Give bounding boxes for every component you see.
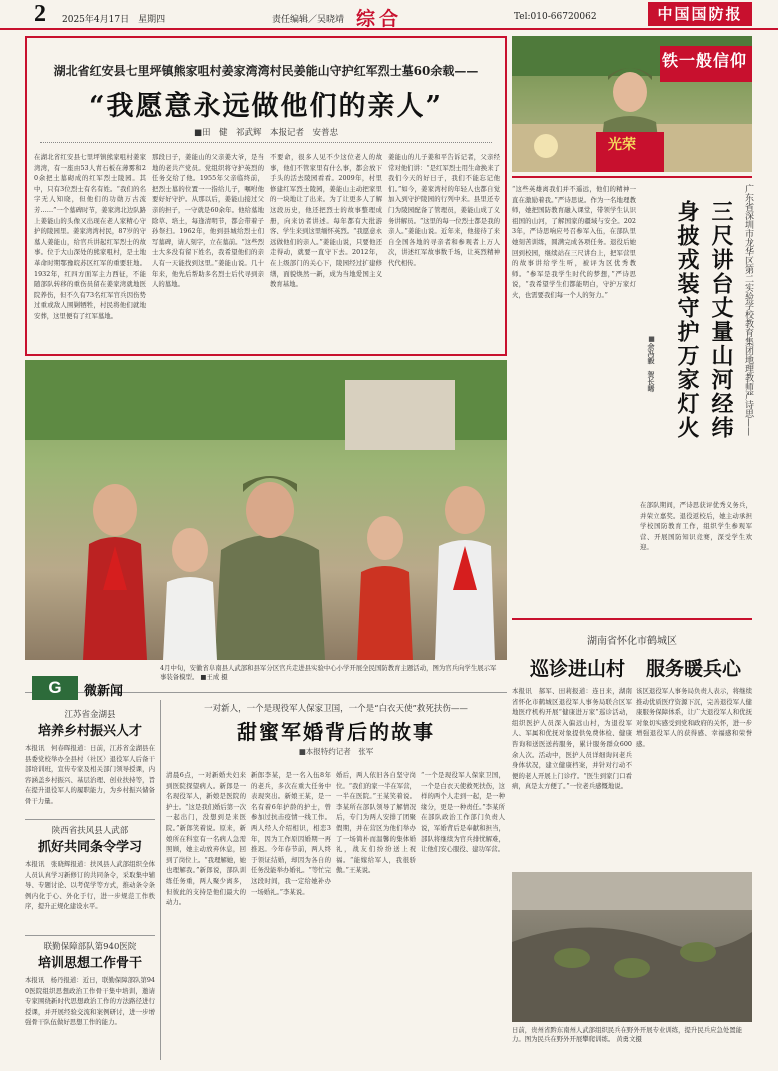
- shenzhen-kicker: 广东省深圳市龙华区第二实验学校教育集团地理教师严诗思——: [743, 184, 753, 436]
- mid-column-2: 新郎李某，是一名入伍8年的老兵，多次在重大任务中表现突出。新娘王某，是一名有着6年护龄的护士，曾参加过抗击疫情一线工作。两人经人介绍相识，相恋3年，因为工作原因婚期一再推迟。今年春节前，两人终于领证结婚，却因为各自的任务没能举办婚礼。“等忙完这段时间，我一定给她补办一场婚礼。”李某说。: [251, 771, 331, 896]
- news-body-2: 本报讯 张晓辉报道：扶风县人武部组织全体人员认真学习新修订的共同条令，采取集中辅导、专题讨论、以考促学等方式，推动条令条例内化于心、外化于行，进一步规范工作秩序，提升正规化建设水平。: [25, 860, 155, 911]
- shenzhen-title-1: 三尺讲台丈量山河经纬: [708, 200, 734, 440]
- mid-headline: 甜蜜军婚背后的故事: [237, 720, 435, 744]
- shenzhen-body-2: 在部队期间，严诗思获评优秀义务兵，并荣立嘉奖。退役返校后，她主动承担学校国防教育工作，组织学生参观军营、开展国防知识竞赛，深受学生欢迎。: [640, 501, 752, 552]
- news-title-1: 培养乡村振兴人才: [37, 724, 142, 739]
- news-kicker-1: 江苏省金湖县: [64, 710, 116, 720]
- section-title: 综合: [356, 8, 403, 30]
- mid-byline: ■本报特约记者 张军: [298, 747, 374, 756]
- lead-column-3: 不要命，很多人见不少这位老人的故事，他们不管家里有什么事，都会放下手头的活去陵园看看。2009年，村里修建红军烈士陵园，姜能山主动把家里的一块地让了出来。为了让更多人了解这段历史，他还把烈士的故事整理成册，向来访者讲述。每年都有大批游客、学生来到这里缅怀英烈。“我愿意永远做他们的亲人。”姜能山说，只要他还走得动，就要一直守下去。2012年，在上级部门的关心下，陵园经过扩建修缮，面貌焕然一新，成为当地爱国主义教育基地。: [270, 153, 382, 289]
- news-title-2: 抓好共同条令学习: [37, 840, 142, 855]
- huaihua-body-2: 该区退役军人事务局负责人表示，将继续推动优质医疗资源下沉，完善退役军人健康服务保障体系，让广大退役军人和优抚对象切实感受到党和政府的关怀，进一步增强退役军人的获得感、幸福感和荣誉感。: [636, 687, 752, 748]
- news-sep-1: [25, 819, 155, 820]
- issue-date: 2025年4月17日 星期四: [62, 15, 166, 25]
- huaihua-title-a: 巡诊进山村: [530, 658, 626, 680]
- militia-caption-credit: 黄勇文摄: [616, 1035, 642, 1043]
- militia-1: [554, 948, 590, 968]
- militia-caption: [512, 1026, 752, 1056]
- news-body-3: 本报讯 杨丹报道：近日，联勤保障部队第940医院组织思想政治工作骨干集中培训，邀请专家围绕新时代思想政治工作的方法路径进行授课，并开展经验交流和案例研讨，进一步增强骨干队伍做好思想工作的能力。: [25, 976, 155, 1027]
- huaihua-body: 本报讯 郝军、田莉报道：连日来，湖南省怀化市鹤城区退役军人事务局联合区军地医疗机构开展“健康进万家”巡诊活动，组织医护人员深入偏远山村，为退役军人、军属和优抚对象提供免费体检、健康咨询和送医送药服务，累计服务群众600余人次。活动中，医护人员详细询问老兵身体状况，建立健康档案，并针对行动不便的老人开展上门诊疗。“医生到家门口看病，真是太方便了。”一位老兵感慨地说。: [512, 687, 632, 791]
- news-column-rule: [160, 700, 161, 1060]
- editor-credit: 责任编辑／吴晓靖: [272, 15, 345, 25]
- caption-text: 4月中旬，安徽省阜南县人武部和县军分区官兵走进县实验中心小学开展全民国防教育主题活动，图为官兵向学生展示军事装备模型。: [160, 664, 497, 681]
- news-kicker-3: 联勤保障部队第940医院: [43, 942, 137, 952]
- shenzhen-rule: [512, 176, 752, 178]
- news-kicker-2: 陕西省扶风县人武部: [51, 826, 129, 836]
- building: [345, 380, 455, 450]
- wechat-label: 微新闻: [84, 684, 124, 699]
- militia-photo: [512, 872, 752, 1022]
- officer-uniform: [215, 535, 325, 660]
- child-face-2: [172, 528, 208, 572]
- lead-headline: “我愿意永远做他们的亲人”: [88, 91, 444, 122]
- wechat-logo: G: [32, 676, 78, 700]
- page-number: 2: [34, 1, 46, 27]
- lead-column-4: 姜能山的儿子姜和平告诉记者，父亲经常对他们讲：“是红军烈士用生命换来了我们今天的好日子，我们不能忘记他们。”如今，姜家湾村的年轻人也都自觉加入到守护陵园的行列中来。县里还专门为陵园配备了管理员，姜能山成了义务讲解员。“这里的每一位烈士都是我的亲人。”姜能山说。近年来，他接待了来自全国各地的寻亲者和参观者上万人次，讲述红军故事数千场，让英烈精神代代相传。: [388, 153, 500, 267]
- phone-number: Tel:010-66720062: [514, 12, 597, 22]
- photo-banner-text: 铁一般信仰: [662, 51, 748, 70]
- sky: [512, 872, 752, 910]
- caption-credit: ■王成 摄: [200, 673, 228, 681]
- officer-face: [246, 482, 294, 538]
- photo-badge-text: 光荣: [608, 137, 636, 153]
- shenzhen-body: “这些英雄离我们并不遥远，他们的精神一直在激励着我。”严诗思说。作为一名地理教师，她把国防教育融入课堂，带领学生认识祖国的山河，了解国家的疆域与安全。2023年，严诗思响应号召参军入伍，在部队里她刻苦训练，圆满完成各项任务。退役后她回到校园，继续站在三尺讲台上，把军营里的故事讲给学生听，被评为区优秀教师。“参军是我学生时代的梦想，”严诗思说，“我希望学生们都能明白，守护万家灯火，也需要我们每一个人的努力。”: [512, 185, 636, 299]
- mid-column-3: 婚后，两人依旧各自坚守岗位。“我们的家一半在军营，一半在医院。”王某笑着说。李某所在部队领导了解情况后，专门为两人安排了团聚假期，并在营区为他们举办了一场简朴而温馨的集体婚礼，战友们纷纷送上祝福。“能嫁给军人，我很骄傲。”王某说。: [336, 771, 416, 875]
- child-jacket-3: [357, 566, 413, 660]
- huaihua-kicker: 湖南省怀化市鹤城区: [587, 636, 677, 647]
- classroom-photo: [25, 360, 507, 660]
- shenzhen-title-2: 身披戎装守护万家灯火: [674, 200, 700, 440]
- sign-circle: [534, 134, 558, 158]
- classroom-photo-art: [25, 360, 507, 660]
- militia-2: [614, 958, 650, 978]
- news-column: [25, 708, 155, 1061]
- masthead-logo: 中国国防报: [648, 2, 752, 26]
- mid-column-4: “一个是现役军人保家卫国，一个是白衣天使救死扶伤，这样的两个人走到一起，是一种缘分，更是一种责任。”李某所在部队政治工作部门负责人说，军婚背后是奉献和担当，部队将继续为官兵排忧解难，让他们安心服役、建功军营。: [421, 771, 505, 854]
- shenzhen-byline: ■余冯毅 贺长晞: [647, 334, 656, 392]
- news-sep-2: [25, 935, 155, 936]
- child-face-4: [445, 486, 485, 534]
- militia-3: [680, 942, 716, 962]
- lead-column-2: 那段日子，姜能山的父亲姜大爷，是当地的老共产党员。党组织将守护英烈的任务交给了他。1955年父亲临终前，把烈士墓的位置一一指给儿子，嘱咐他要好好守护。从那以后，姜能山接过父亲的担子，一守就是60余年。他给墓地除草、培土，每逢清明节，都会带着子孙祭扫。1962年，他到县城给烈士们写墓碑，请人刻字，立在墓前。“这些烈士大多没有留下姓名，我希望他们的亲人有一天能找到这里。”姜能山说。几十年来，他先后帮助多名烈士后代寻到亲人的墓地。: [152, 153, 264, 289]
- lead-byline: ■田 健 祁武辉 本报记者 安普忠: [193, 128, 339, 138]
- militia-photo-art: [512, 872, 752, 1022]
- news-title-3: 培训思想工作骨干: [37, 956, 142, 971]
- huaihua-title-b: 服务暖兵心: [646, 658, 742, 680]
- lead-column-1: 在湖北省红安县七里坪镇熊家咀村姜家湾湾，有一座由53人青石板在薄雾和20余把土墓砌成的红军烈士陵园。其中，只有3位烈士有名有姓。“我们的名字无人知晓，但他们的功勋万古流芳……”一个墓碑时节，姜家湾北边队路上姜能山的头像又出现在老人家精心守护的陵园里。姜家湾湾村民，87岁的守墓人姜能山，给官兵讲起红军烈士的故事。位于大山深处的熊家咀村，是土地革命时期鄂豫皖苏区红军的重要驻地。1932年，红四方面军主力西征，不能随部队转移的重伤员留在姜家湾就地医院养伤，但不久有73名红军官兵因伤势过重或敌人围剿牺牲，村民将他们就地安葬，这里便有了红军墓地。: [34, 153, 146, 320]
- soldier-face: [613, 72, 647, 112]
- lead-kicker: 湖北省红安县七里坪镇熊家咀村姜家湾湾村民姜能山守护红军烈士墓60余载——: [53, 64, 479, 78]
- militia-caption-text: 日前，贵州省黔东南州人武部组织民兵在野外开展专业训练，提升民兵应急处置能力。图为民兵在野外开展攀爬训练。: [512, 1026, 743, 1043]
- byline-divider: [40, 142, 492, 143]
- mid-column-1: 清晨6点，一对新婚夫妇来到医院探望病人。新郎是一名现役军人，新娘是医院的护士。“这是我们婚后第一次一起出门，没想到是来医院。”新郎笑着说。原来，新娘所在科室有一名病人急需照顾，她主动放弃休息，回到了岗位上。“我理解她，她也理解我。”新郎说，部队训练任务重，两人聚少离多，但彼此的支持是他们最大的动力。: [166, 771, 246, 907]
- child-face-3: [367, 516, 403, 560]
- huaihua-rule: [512, 618, 752, 620]
- child-shirt-2: [163, 577, 217, 660]
- child-face-1: [93, 484, 137, 536]
- mid-kicker: 一对新人，一个是现役军人保家卫国，一个是“白衣天使”救死扶伤——: [204, 704, 468, 714]
- news-body-1: 本报讯 何春晖报道：日前，江苏省金湖县在县委党校举办全县村（社区）退役军人后备干部培训班，宣传专家及相关部门领导授课，内容涵盖乡村振兴、基层治理、创业扶持等，旨在提升退役军人的履职能力，为乡村振兴储备骨干力量。: [25, 744, 155, 805]
- bottom-photo-caption: [160, 664, 502, 686]
